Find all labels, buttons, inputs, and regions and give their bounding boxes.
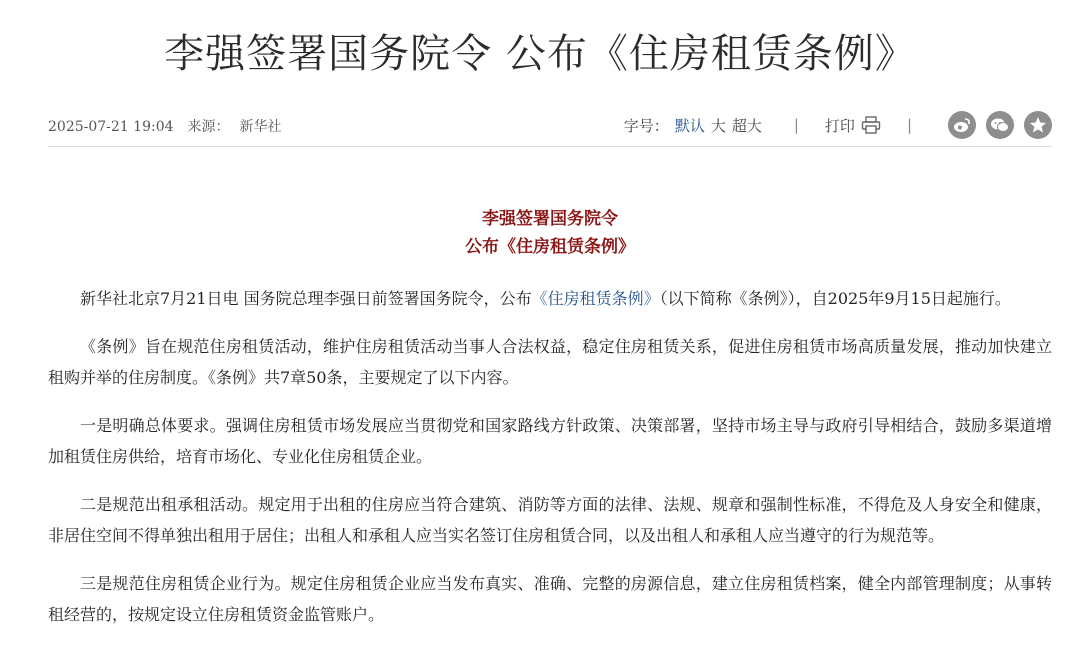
article-body [48,205,1052,647]
separator: | [906,116,912,134]
print-button[interactable]: 打印 [824,116,855,135]
font-size-label: 字号： [623,116,669,135]
paragraph-2: 《条例》旨在规范住房租赁活动，维护住房租赁活动当事人合法权益，稳定住房租赁关系，促进住房租赁市场高质量发展，推动加快建立租购并举的住房制度。《条例》共7章50条，主要规定了以下内容。 [48,337,1052,387]
body-title-line2: 公布《住房租赁条例》 [465,237,635,257]
paragraph-1-text-b: （以下简称《条例》），自2025年9月15日起施行。 [659,289,1011,308]
article-headline: 李强签署国务院令 公布《住房租赁条例》 [164,31,916,77]
article-tools [624,110,1052,140]
qzone-icon[interactable] [1024,111,1052,139]
paragraph-1 [48,283,1052,314]
body-title-line1: 李强签署国务院令 [482,209,618,229]
weibo-icon[interactable] [948,111,976,139]
font-size-default-button[interactable]: 默认 [674,116,705,135]
paragraph-4: 二是规范出租承租活动。规定用于出租的住房应当符合建筑、消防等方面的法律、法规、规章和强制性标准，不得危及人身安全和健康，非居住空间不得单独出租用于居住；出租人和承租人应当实名签订住房租赁合同，以及出租人和承租人应当遵守的行为规范等。 [48,495,1052,545]
wechat-icon[interactable] [986,111,1014,139]
printer-icon[interactable] [861,116,881,134]
paragraph-1-text-a: 新华社北京7月21日电 国务院总理李强日前签署国务院令，公布 [80,289,532,308]
source-label: 来源： [187,119,230,135]
publish-datetime: 2025-07-21 19:04 [48,119,174,135]
article-meta-info [48,116,296,136]
paragraph-3: 一是明确总体要求。强调住房租赁市场发展应当贯彻党和国家路线方针政策、决策部署，坚持市场主导与政府引导相结合，鼓励多渠道增加租赁住房供给，培育市场化、专业化住房租赁企业。 [48,416,1052,466]
article-meta-bar [48,110,1052,147]
paragraph-5: 三是规范住房租赁企业行为。规定住房租赁企业应当发布真实、准确、完整的房源信息，建立住房租赁档案，健全内部管理制度；从事转租经营的，按规定设立住房租赁资金监管账户。 [48,574,1052,624]
regulation-link[interactable]: 《住房租赁条例》 [531,289,660,308]
font-size-xlarge-button[interactable]: 超大 [731,116,762,135]
source-name: 新华社 [239,119,282,135]
font-size-large-button[interactable]: 大 [710,116,726,135]
separator: | [793,116,799,134]
